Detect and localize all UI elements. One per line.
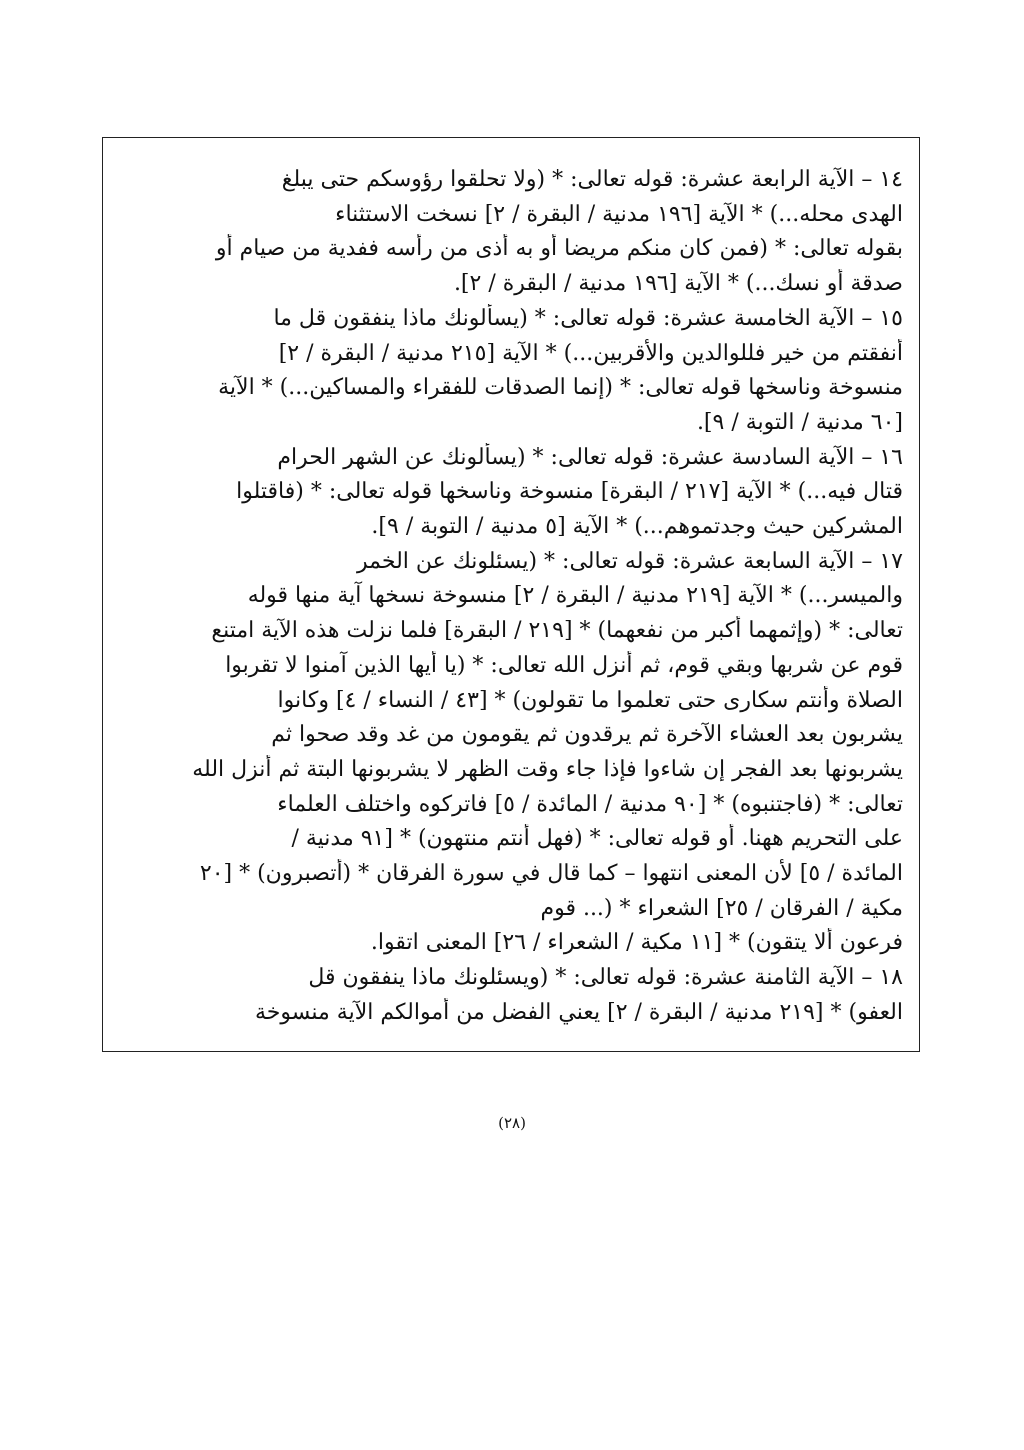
text-line: المائدة / ٥] لأن المعنى انتهوا – كما قال في سورة الفرقان * (أتصبرون) * [٢٠ xyxy=(199,861,903,886)
text-line: [٦٠ مدنية / التوبة / ٩]. xyxy=(696,409,903,435)
text-line: ١٧ – الآية السابعة عشرة: قوله تعالى: * (يسئلونك عن الخمر xyxy=(357,548,903,574)
text-line: يشربون بعد العشاء الآخرة ثم يرقدون ثم يقومون من غد وقد صحوا ثم xyxy=(271,722,903,748)
text-line: بقوله تعالى: * (فمن كان منكم مريضا أو به أذى من رأسه ففدية من صيام أو xyxy=(215,236,903,262)
text-line: مكية / الفرقان / ٢٥] الشعراء * (... قوم xyxy=(540,895,903,921)
text-line: قتال فيه...) * الآية [٢١٧ / البقرة] منسوخة وناسخها قوله تعالى: * (فاقتلوا xyxy=(236,479,903,505)
text-line: ١٥ – الآية الخامسة عشرة: قوله تعالى: * (يسألونك ماذا ينفقون قل ما xyxy=(273,305,903,331)
text-line: تعالى: * (فاجتنبوه) * [٩٠ مدنية / المائدة / ٥] فاتركوه واختلف العلماء xyxy=(277,791,903,817)
text-line: ١٤ – الآية الرابعة عشرة: قوله تعالى: * (ولا تحلقوا رؤوسكم حتى يبلغ xyxy=(281,167,903,192)
text-line: أنفقتم من خير فللوالدين والأقربين...) * الآية [٢١٥ مدنية / البقرة / ٢] xyxy=(278,340,903,366)
text-line: الهدى محله...) * الآية [١٩٦ مدنية / البقرة / ٢] نسخت الاستثناء xyxy=(335,201,903,227)
text-frame xyxy=(102,137,920,1052)
text-body xyxy=(103,138,919,1051)
text-line: العفو) * [٢١٩ مدنية / البقرة / ٢] يعني الفضل من أموالكم الآية منسوخة xyxy=(254,999,903,1025)
text-line: ١٨ – الآية الثامنة عشرة: قوله تعالى: * (ويسئلونك ماذا ينفقون قل xyxy=(308,965,903,991)
text-line: الصلاة وأنتم سكارى حتى تعلموا ما تقولون) * [٤٣ / النساء / ٤] وكانوا xyxy=(277,687,903,713)
text-line: منسوخة وناسخها قوله تعالى: * (إنما الصدقات للفقراء والمساكين...) * الآية xyxy=(218,375,903,401)
text-line: المشركين حيث وجدتموهم...) * الآية [٥ مدنية / التوبة / ٩]. xyxy=(371,514,903,539)
text-line: صدقة أو نسك...) * الآية [١٩٦ مدنية / البقرة / ٢]. xyxy=(453,271,903,297)
page-number: (٢٨) xyxy=(498,1114,526,1132)
text-line: قوم عن شربها وبقي قوم، ثم أنزل الله تعالى: * (يا أيها الذين آمنوا لا تقربوا xyxy=(225,652,903,678)
text-line: والميسر...) * الآية [٢١٩ مدنية / البقرة / ٢] منسوخة نسخها آية منها قوله xyxy=(247,583,903,609)
text-line: فرعون ألا يتقون) * [١١ مكية / الشعراء / ٢٦] المعنى اتقوا. xyxy=(370,930,903,956)
text-line: على التحريم ههنا. أو قوله تعالى: * (فهل أنتم منتهون) * [٩١ مدنية / xyxy=(291,826,903,852)
text-line: يشربونها بعد الفجر إن شاءوا فإذا جاء وقت الظهر لا يشربونها البتة ثم أنزل الله xyxy=(192,756,903,782)
text-line: تعالى: * (وإثمهما أكبر من نفعهما) * [٢١٩ / البقرة] فلما نزلت هذه الآية امتنع xyxy=(211,618,903,644)
text-line: ١٦ – الآية السادسة عشرة: قوله تعالى: * (يسألونك عن الشهر الحرام xyxy=(277,444,903,470)
